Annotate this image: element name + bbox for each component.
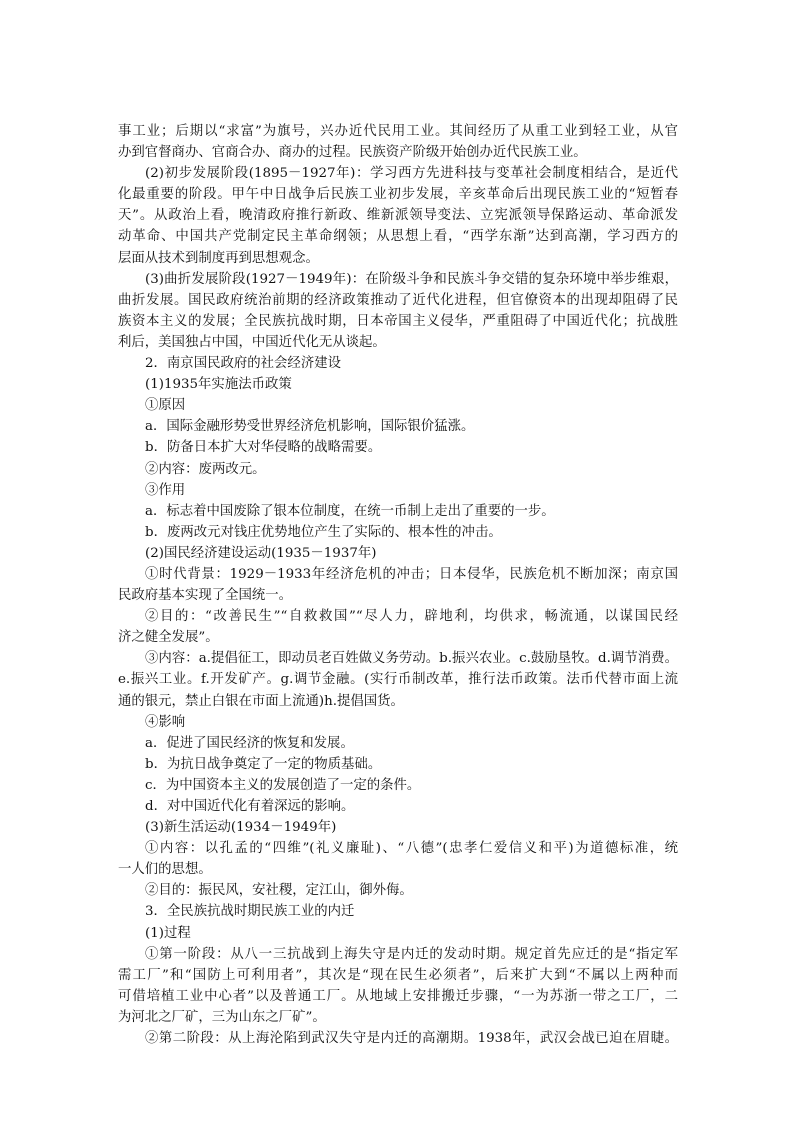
text-line: 动革命、中国共产党制定民主革命纲领；从思想上看，“西学东渐”达到高潮，学习西方的 xyxy=(118,229,678,245)
text-line: 可借培植工业中心者”以及普通工厂。从地域上安排搬迁步骤，“一为苏浙一带之工厂，二 xyxy=(118,988,678,1004)
text-line: 天”。从政治上看，晚清政府推行新政、维新派领导变法、立宪派领导保路运动、革命派发 xyxy=(118,208,678,224)
text-line: 族资本主义的发展；全民族抗战时期，日本帝国主义侵华，严重阻碍了中国近代化；抗战胜 xyxy=(118,313,678,329)
text-line: 办到官督商办、官商合办、商办的过程。民族资产阶级开始创办近代民族工业。 xyxy=(118,145,587,161)
text-line: 事工业；后期以“求富”为旗号，兴办近代民用工业。其间经历了从重工业到轻工业，从官 xyxy=(118,124,678,139)
text-line: a．标志着中国废除了银本位制度，在统一币制上走出了重要的一步。 xyxy=(145,503,555,519)
text-line: 为河北之厂矿，三为山东之厂矿”。 xyxy=(118,1009,326,1025)
text-line: 曲折发展。国民政府统治前期的经济政策推动了近代化进程，但官僚资本的出现却阻碍了民 xyxy=(118,292,678,308)
text-line: c．为中国资本主义的发展创造了一定的条件。 xyxy=(145,777,421,793)
text-line: 济之健全发展”。 xyxy=(118,630,219,646)
text-line: 民政府基本实现了全国统一。 xyxy=(118,588,293,604)
text-line: ②内容：废两改元。 xyxy=(145,461,266,477)
text-line: ④影响 xyxy=(145,714,186,730)
text-line: ①内容：以孔孟的“四维”(礼义廉耻)、“八德”(忠孝仁爱信义和平)为道德标准，统 xyxy=(145,841,678,857)
text-line: (1)1935年实施法币政策 xyxy=(145,377,292,393)
text-line: (3)新生活运动(1934－1949年) xyxy=(145,820,337,836)
text-line: 利后，美国独占中国，中国近代化无从谈起。 xyxy=(118,334,386,350)
document-body xyxy=(118,121,678,1049)
text-line: b．为抗日战争奠定了一定的物质基础。 xyxy=(145,756,382,772)
text-line: (2)国民经济建设运动(1935－1937年) xyxy=(145,545,377,561)
text-line: a．国际金融形势受世界经济危机影响，国际银价猛涨。 xyxy=(145,419,475,435)
text-line: ②第二阶段：从上海沦陷到武汉失守是内迁的高潮期。1938年，武汉会战已迫在眉睫。 xyxy=(145,1031,678,1047)
text-line: b．废两改元对钱庄优势地位产生了实际的、根本性的冲击。 xyxy=(145,524,502,540)
text-line: 3．全民族抗战时期民族工业的内迁 xyxy=(145,904,355,920)
text-line: (2)初步发展阶段(1895－1927年)：学习西方先进科技与变革社会制度相结合，是近代 xyxy=(145,166,678,182)
text-line: ①第一阶段：从八一三抗战到上海失守是内迁的发动时期。规定首先应迁的是“指定军 xyxy=(145,946,678,962)
text-line: ①原因 xyxy=(145,398,186,414)
text-line: (1)过程 xyxy=(145,925,191,941)
text-line: 2．南京国民政府的社会经济建设 xyxy=(145,356,341,372)
text-line: 需工厂”和“国防上可利用者”，其次是“现在民生必须者”，后来扩大到“不属以上两种而 xyxy=(118,967,678,983)
text-line: 层面从技术到制度再到思想观念。 xyxy=(118,250,319,266)
text-line: d．对中国近代化有着深远的影响。 xyxy=(145,799,355,814)
text-line: (3)曲折发展阶段(1927－1949年)：在阶级斗争和民族斗争交错的复杂环境中举步维艰， xyxy=(145,271,678,287)
text-line: 一人们的思想。 xyxy=(118,862,212,878)
text-line: a．促进了国民经济的恢复和发展。 xyxy=(145,735,354,751)
text-line: 化最重要的阶段。甲午中日战争后民族工业初步发展，辛亥革命后出现民族工业的“短暂春 xyxy=(118,187,678,203)
text-line: e.振兴工业。f.开发矿产。g.调节金融。(实行币制改革，推行法币政策。法币代替市面上流 xyxy=(118,672,678,688)
text-line: b．防备日本扩大对华侵略的战略需要。 xyxy=(145,440,382,456)
text-line: ②目的：振民风，安社稷，定江山，御外侮。 xyxy=(145,883,413,899)
text-line: ③内容：a.提倡征工，即动员老百姓做义务劳动。b.振兴农业。c.鼓励垦牧。d.调节消费。 xyxy=(145,651,678,667)
text-line: 通的银元，禁止白银在市面上流通)h.提倡国货。 xyxy=(118,693,404,709)
text-line: ③作用 xyxy=(145,482,186,498)
text-line: ②目的：“改善民生”“自救救国”“尽人力，辟地利，均供求，畅流通，以谋国民经 xyxy=(145,609,678,625)
text-line: ①时代背景：1929－1933年经济危机的冲击；日本侵华，民族危机不断加深；南京国 xyxy=(145,566,678,582)
